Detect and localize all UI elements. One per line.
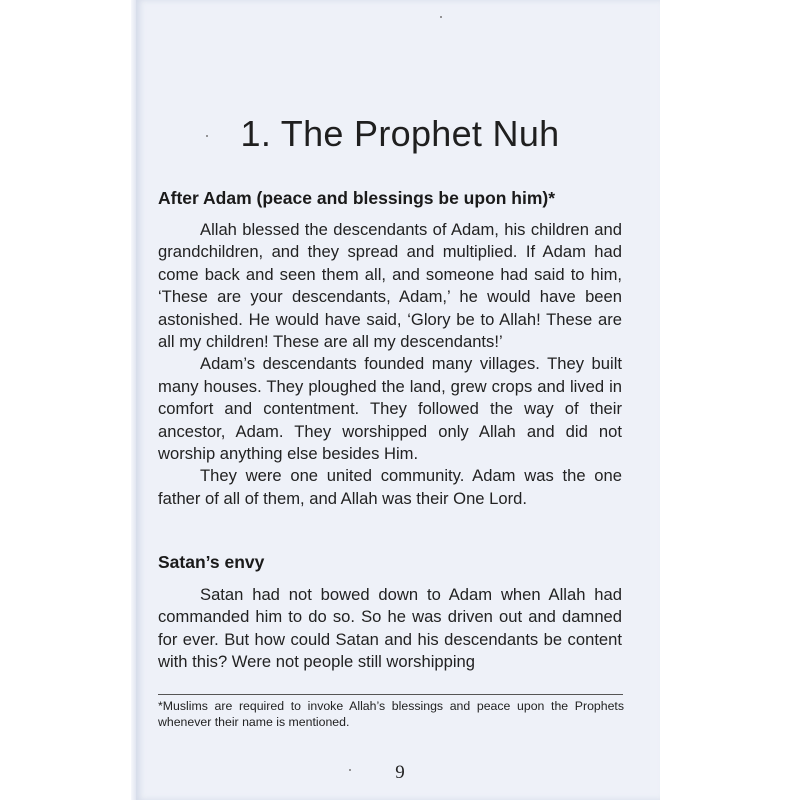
paragraph: Allah blessed the descendants of Adam, his children and grandchildren, and they spread and multiplied. If Adam had come back and seen them all, and someone had said to him, ‘These are your descendants, Adam,’ he would have been astonished. He would have said, ‘Glory be to Allah! These are all my children! These are all my descendants!’ (158, 220, 622, 352)
section-heading-satans-envy: Satan’s envy (158, 552, 265, 572)
section-body-satans-envy (158, 584, 622, 674)
chapter-title: 1. The Prophet Nuh (240, 113, 560, 154)
paragraph: Satan had not bowed down to Adam when Allah had commanded him to do so. So he was driven out and damned for ever. But how could Satan and his descendants be content with this? Were not people still worshipping (158, 585, 622, 672)
paper-speck (440, 16, 442, 18)
footnote: *Muslims are required to invoke Allah’s blessings and peace upon the Prophets whenever their name is mentioned. (158, 699, 624, 729)
section-heading-after-adam: After Adam (peace and blessings be upon him)* (158, 188, 556, 208)
footnote-divider (158, 694, 623, 695)
paragraph: They were one united community. Adam was the one father of all of them, and Allah was their One Lord. (158, 466, 622, 508)
section-body-after-adam (158, 219, 622, 510)
paper-speck (349, 769, 351, 771)
page-number: 9 (395, 762, 405, 783)
paragraph: Adam’s descendants founded many villages. They built many houses. They ploughed the land, grew crops and lived in comfort and contentment. They followed the way of their ancestor, Adam. They worshipped only Allah and did not worship anything else besides Him. (158, 354, 622, 464)
